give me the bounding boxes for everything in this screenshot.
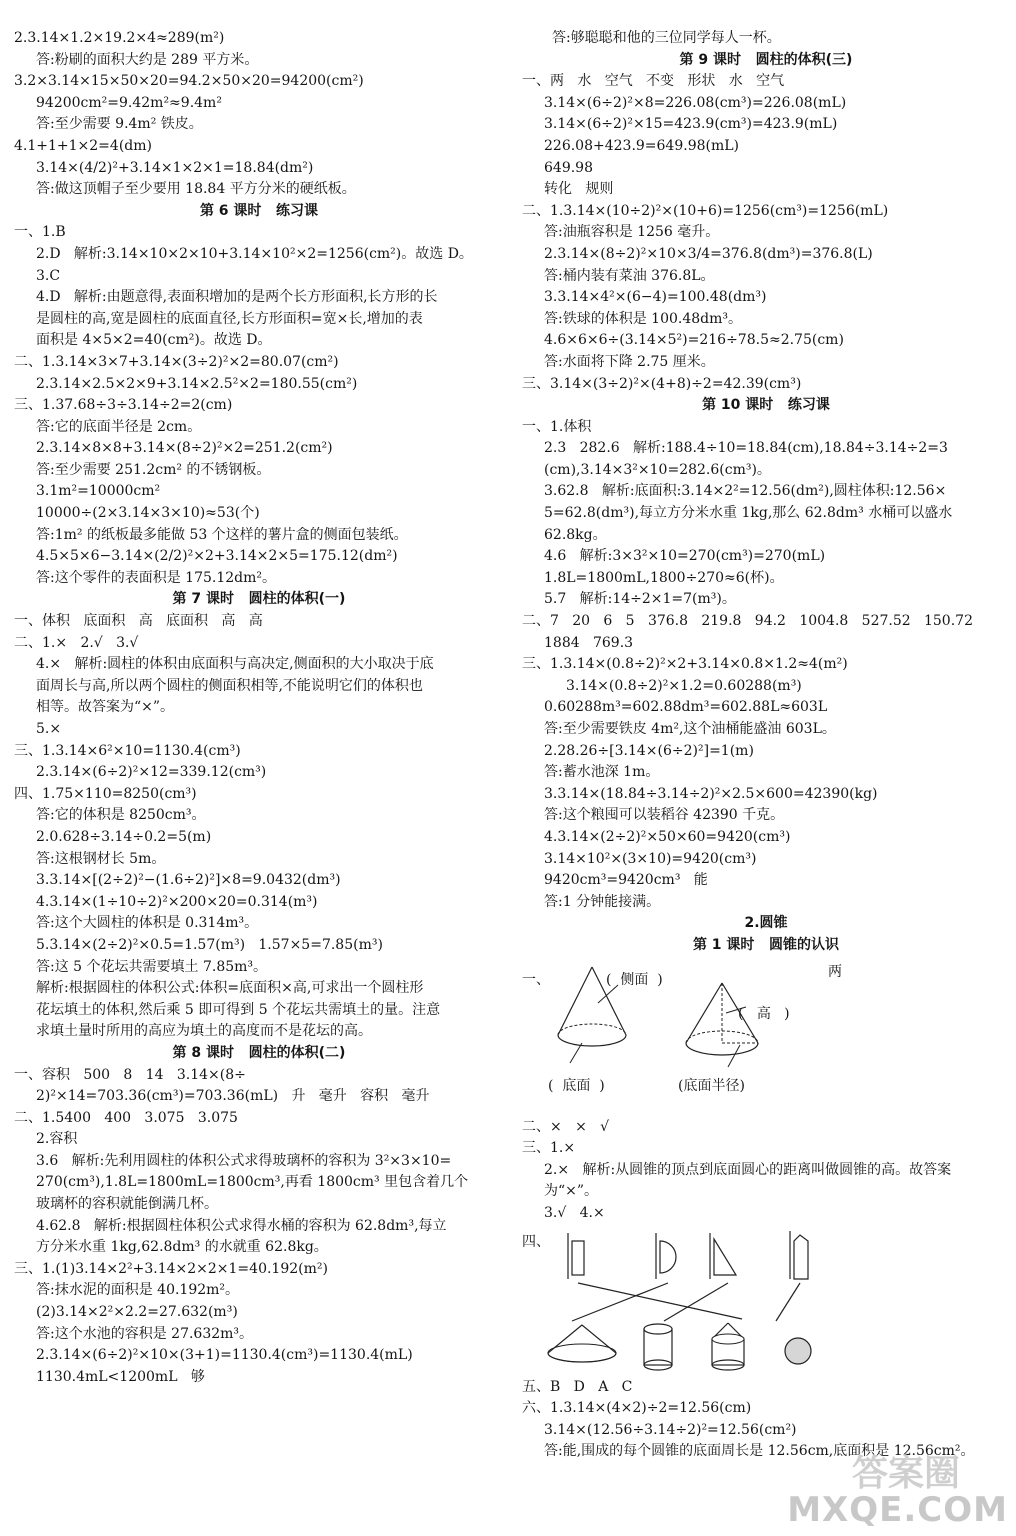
answer-line: 3.14×(6÷2)²×15=423.9(cm³)=423.9(mL): [544, 116, 838, 133]
answer-line: 2.3.14×(6÷2)²×10×(3+1)=1130.4(cm³)=1130.4(mL): [36, 1347, 413, 1364]
answer-line: 5.×: [36, 721, 62, 737]
answer-line: 玻璃杯的容积就能倒满几杯。: [36, 1196, 218, 1213]
answer-line: 相等。故答案为“×”。: [36, 699, 175, 716]
answer-line: (2)3.14×2²×2.2=27.632(m³): [36, 1304, 238, 1321]
answer-line: 答:1m² 的纸板最多能做 53 个这样的薯片盒的侧面包装纸。: [36, 526, 408, 543]
answer-line: 1130.4mL<1200mL 够: [36, 1368, 205, 1385]
answer-line: 答:桶内装有菜油 376.8L。: [544, 267, 715, 284]
answer-line: (cm),3.14×3²×10=282.6(cm³)。: [544, 461, 771, 478]
answer-line: 2.3.14×(8÷2)²×10×3/4=376.8(dm³)=376.8(L): [544, 245, 873, 262]
answer-line: 三、3.14×(3÷2)²×(4+8)÷2=42.39(cm³): [522, 375, 802, 392]
answer-line: 5.7 解析:14÷2×1=7(m³)。: [544, 591, 736, 608]
answer-line: 答:粉刷的面积大约是 289 平方米。: [36, 51, 259, 68]
answer-line: 答:抹水泥的面积是 40.192m²。: [36, 1282, 240, 1299]
answer-line: 为“×”。: [544, 1183, 599, 1200]
answer-line: 答:能,围成的每个圆锥的底面周长是 12.56cm,底面积是 12.56cm²。: [544, 1443, 975, 1460]
answer-line: 649.98: [544, 159, 593, 176]
answer-line: 3.14×(12.56÷3.14÷2)²=12.56(cm²): [544, 1421, 797, 1438]
answer-line: 4.6 解析:3×3²×10=270(cm³)=270(mL): [544, 548, 826, 565]
answer-line: 面积是 4×5×2=40(cm²)。故选 D。: [36, 332, 272, 349]
answer-line: 六、1.3.14×(4×2)÷2=12.56(cm): [522, 1400, 752, 1417]
answer-line: 答:铁球的体积是 100.48dm³。: [544, 310, 743, 327]
answer-line: 2)²×14=703.36(cm³)=703.36(mL) 升 毫升 容积 毫升: [36, 1088, 430, 1105]
answer-line: 3.2×3.14×15×50×20=94.2×50×20=94200(cm²): [14, 73, 364, 90]
answer-line: 答:这个零件的表面积是 175.12dm²。: [36, 569, 277, 586]
answer-line: 三、1.3.14×6²×10=1130.4(cm³): [14, 742, 241, 759]
rotation-matching-diagram: [522, 1227, 1010, 1373]
answer-line: 答:1 分钟能接满。: [544, 893, 661, 910]
answer-line: 一、两 水 空气 不变 形状 水 空气: [522, 73, 785, 90]
answer-line: 4.3.14×(2÷2)²×50×60=9420(cm³): [544, 828, 791, 845]
answer-line: 2.D 解析:3.14×10×2×10+3.14×10²×2=1256(cm²)。故选 D。: [36, 245, 473, 262]
question-number: 四、: [522, 1233, 550, 1250]
right-column: [522, 28, 1010, 1463]
answer-line: 三、1.(1)3.14×2²+3.14×2×2×1=40.192(m²): [14, 1260, 328, 1277]
answer-line: 2.0.628÷3.14÷0.2=5(m): [36, 828, 212, 845]
answer-line: 3.62.8 解析:底面积:3.14×2²=12.56(dm²),圆柱体积:12.56×: [544, 483, 947, 500]
answer-line: 答:这个粮囤可以装稻谷 42390 千克。: [544, 807, 785, 824]
answer-line: 3.14×(0.8÷2)²×1.2=0.60288(m³): [566, 677, 802, 694]
answer-line: 答:至少需要铁皮 4m²,这个油桶能盛油 603L。: [544, 721, 836, 737]
answer-line: 3.14×10²×(3×10)=9420(cm³): [544, 850, 757, 867]
answer-line: 答:它的底面半径是 2cm。: [36, 418, 202, 435]
answer-line: 4.6×6×6÷(3.14×5²)=216÷78.5≈2.75(cm): [544, 332, 844, 349]
answer-line: 4.62.8 解析:根据圆柱体积公式求得水桶的容积为 62.8dm³,每立: [36, 1217, 447, 1234]
answer-line: 94200cm²=9.42m²≈9.4m²: [36, 94, 222, 111]
answer-line: 1884 769.3: [544, 634, 634, 651]
answer-line: 二、1.3.14×3×7+3.14×(3÷2)²×2=80.07(cm²): [14, 353, 339, 370]
watermark-url: MXQE.COM: [787, 1490, 1008, 1530]
answer-line: 3.14×(4/2)²+3.14×1×2×1=18.84(dm²): [36, 159, 314, 176]
answer-line: 4.D 解析:由题意得,表面积增加的是两个长方形面积,长方形的长: [36, 289, 438, 306]
answer-line: 求填土量时所用的高应为填土的高度而不是花坛的高。: [36, 1023, 372, 1040]
answer-line: 花坛填土的体积,然后乘 5 即可得到 5 个花坛共需填土的量。注意: [36, 1001, 441, 1018]
section-heading: 第 6 课时 练习课: [199, 202, 319, 219]
answer-line: 3.3.14×4²×(6−4)=100.48(dm³): [544, 289, 767, 306]
answer-line: 3.6 解析:先利用圆柱的体积公式求得玻璃杯的容积为 3²×3×10=: [36, 1152, 452, 1169]
answer-line: 三、1.3.14×(0.8÷2)²×2+3.14×0.8×1.2≈4(m²): [522, 656, 848, 673]
answer-line: 方分米水重 1kg,62.8dm³ 的水就重 62.8kg。: [36, 1239, 328, 1256]
answer-line: 答:这个水池的容积是 27.632m³。: [36, 1325, 254, 1342]
answer-line: 是圆柱的高,宽是圆柱的底面直径,长方形面积=宽×长,增加的表: [36, 310, 423, 327]
answer-line: 4.5×5×6−3.14×(2/2)²×2+3.14×2×5=175.12(dm²): [36, 548, 398, 565]
answer-line: 2.3.14×(6÷2)²×12=339.12(cm³): [36, 764, 267, 781]
answer-line: 3.3.14×[(2÷2)²−(1.6÷2)²]×8=9.0432(dm³): [36, 872, 341, 889]
section-heading: 第 9 课时 圆柱的体积(三): [679, 51, 853, 68]
question-number: 一、: [522, 971, 550, 988]
answer-line: 3.C: [36, 267, 61, 284]
answer-line: 4.1+1+1×2=4(dm): [14, 137, 152, 154]
answer-line: 一、1.体积: [522, 418, 592, 435]
answer-line: 一、容积 500 8 14 3.14×(8÷: [14, 1066, 246, 1083]
answer-line: 二、1.× 2.√ 3.√: [14, 634, 139, 651]
section-heading: 2.圆锥: [744, 915, 788, 932]
answer-line: 2.容积: [36, 1131, 78, 1148]
answer-line: 3.√ 4.×: [544, 1204, 605, 1221]
answer-line: 答:油瓶容积是 1256 毫升。: [544, 224, 720, 241]
answer-line: 答:蓄水池深 1m。: [544, 764, 660, 781]
left-column: [14, 28, 504, 1388]
section-heading: 第 7 课时 圆柱的体积(一): [172, 591, 346, 608]
answer-line: 9420cm³=9420cm³ 能: [544, 872, 708, 889]
answer-line: 答:至少需要 9.4m² 铁皮。: [36, 116, 203, 133]
answer-line: 一、1.B: [14, 224, 66, 241]
right-section-a: [522, 28, 1010, 957]
answer-line: 226.08+423.9=649.98(mL): [544, 137, 740, 154]
cone-parts-diagram: [522, 963, 1010, 1113]
label-radius: (底面半径): [678, 1077, 745, 1094]
answer-line: 面周长与高,所以两个圆柱的侧面积相等,不能说明它们的体积也: [36, 677, 423, 694]
answer-line: 2.3 282.6 解析:188.4÷10=18.84(cm),18.84÷3.14÷2=3: [544, 440, 948, 457]
answer-line: 270(cm³),1.8L=1800mL=1800cm³,再看 1800cm³ 里包含着几个: [36, 1174, 469, 1191]
answer-line: 2.3.14×8×8+3.14×(8÷2)²×2=251.2(cm²): [36, 440, 333, 457]
answer-line: 答:水面将下降 2.75 厘米。: [544, 353, 715, 370]
section-heading: 第 8 课时 圆柱的体积(二): [172, 1044, 346, 1061]
answer-line: 2.3.14×2.5×2×9+3.14×2.5²×2=180.55(cm²): [36, 375, 358, 392]
label-height: ( 高 ): [738, 1005, 790, 1022]
answer-line: 二、1.3.14×(10÷2)²×(10+6)=1256(cm³)=1256(mL): [522, 202, 889, 219]
answer-line: 三、1.37.68÷3÷3.14÷2=2(cm): [14, 397, 233, 414]
label-base: ( 底面 ): [548, 1077, 605, 1094]
section-heading: 第 10 课时 练习课: [702, 397, 830, 414]
answer-line: 三、1.×: [522, 1140, 576, 1157]
answer-line: 二、7 20 6 5 376.8 219.8 94.2 1004.8 527.52 150.72: [522, 613, 973, 630]
answer-line: 答:这根钢材长 5m。: [36, 850, 166, 867]
answer-line: 五、B D A C: [522, 1378, 633, 1395]
answer-line: 答:至少需要 251.2cm² 的不锈钢板。: [36, 461, 271, 478]
answer-line: 答:做这顶帽子至少要用 18.84 平方分米的硬纸板。: [36, 181, 356, 198]
answer-line: 答:这个大圆柱的体积是 0.314m³。: [36, 915, 259, 932]
section-heading: 第 1 课时 圆锥的认识: [692, 936, 840, 953]
answer-line: 5=62.8(dm³),每立方分米水重 1kg,那么 62.8dm³ 水桶可以盛水: [544, 505, 953, 522]
answer-line: 4.3.14×(1÷10÷2)²×200×20=0.314(m³): [36, 893, 318, 910]
answer-line: 答:够聪聪和他的三位同学每人一杯。: [552, 30, 781, 46]
answer-line: 二、× × √: [522, 1118, 610, 1135]
answer-line: 62.8kg。: [544, 526, 607, 543]
answer-line: 四、1.75×110=8250(cm³): [14, 785, 197, 802]
answer-line: 答:这 5 个花坛共需要填土 7.85m³。: [36, 958, 268, 975]
answer-line: 2.× 解析:从圆锥的顶点到底面圆心的距离叫做圆锥的高。故答案: [544, 1161, 952, 1178]
answer-line: 5.3.14×(2÷2)²×0.5=1.57(m³) 1.57×5=7.85(m³): [36, 936, 383, 953]
answer-line: 答:它的体积是 8250cm³。: [36, 807, 206, 824]
answer-line: 2.28.26÷[3.14×(6÷2)²]=1(m): [544, 742, 754, 759]
watermark-logo: 答案圈: [851, 1453, 960, 1494]
matching-drawings: [522, 1227, 1002, 1373]
answer-line: 3.14×(6÷2)²×8=226.08(cm³)=226.08(mL): [544, 94, 847, 111]
answer-line: 0.60288m³=602.88dm³=602.88L≈603L: [544, 699, 828, 716]
label-two: 两: [828, 963, 842, 980]
answer-line: 3.3.14×(18.84÷3.14÷2)²×2.5×600=42390(kg): [544, 785, 878, 802]
answer-line: 4.× 解析:圆柱的体积由底面积与高决定,侧面积的大小取决于底: [36, 656, 434, 673]
answer-line: 转化 规则: [544, 181, 614, 198]
answer-line: 3.1m²=10000cm²: [36, 483, 161, 500]
label-side: ( 侧面 ): [606, 971, 663, 988]
answer-line: 二、1.5400 400 3.075 3.075: [14, 1109, 238, 1126]
answer-line: 一、体积 底面积 高 底面积 高 高: [14, 613, 263, 630]
answer-line: 2.3.14×1.2×19.2×4≈289(m²): [14, 30, 225, 46]
right-section-b: [522, 1117, 1010, 1225]
answer-line: 解析:根据圆柱的体积公式:体积=底面积×高,可求出一个圆柱形: [36, 980, 424, 997]
answer-line: 10000÷(2×3.14×3×10)≈53(个): [36, 505, 260, 522]
answer-line: 1.8L=1800mL,1800÷270≈6(杯)。: [544, 569, 784, 586]
